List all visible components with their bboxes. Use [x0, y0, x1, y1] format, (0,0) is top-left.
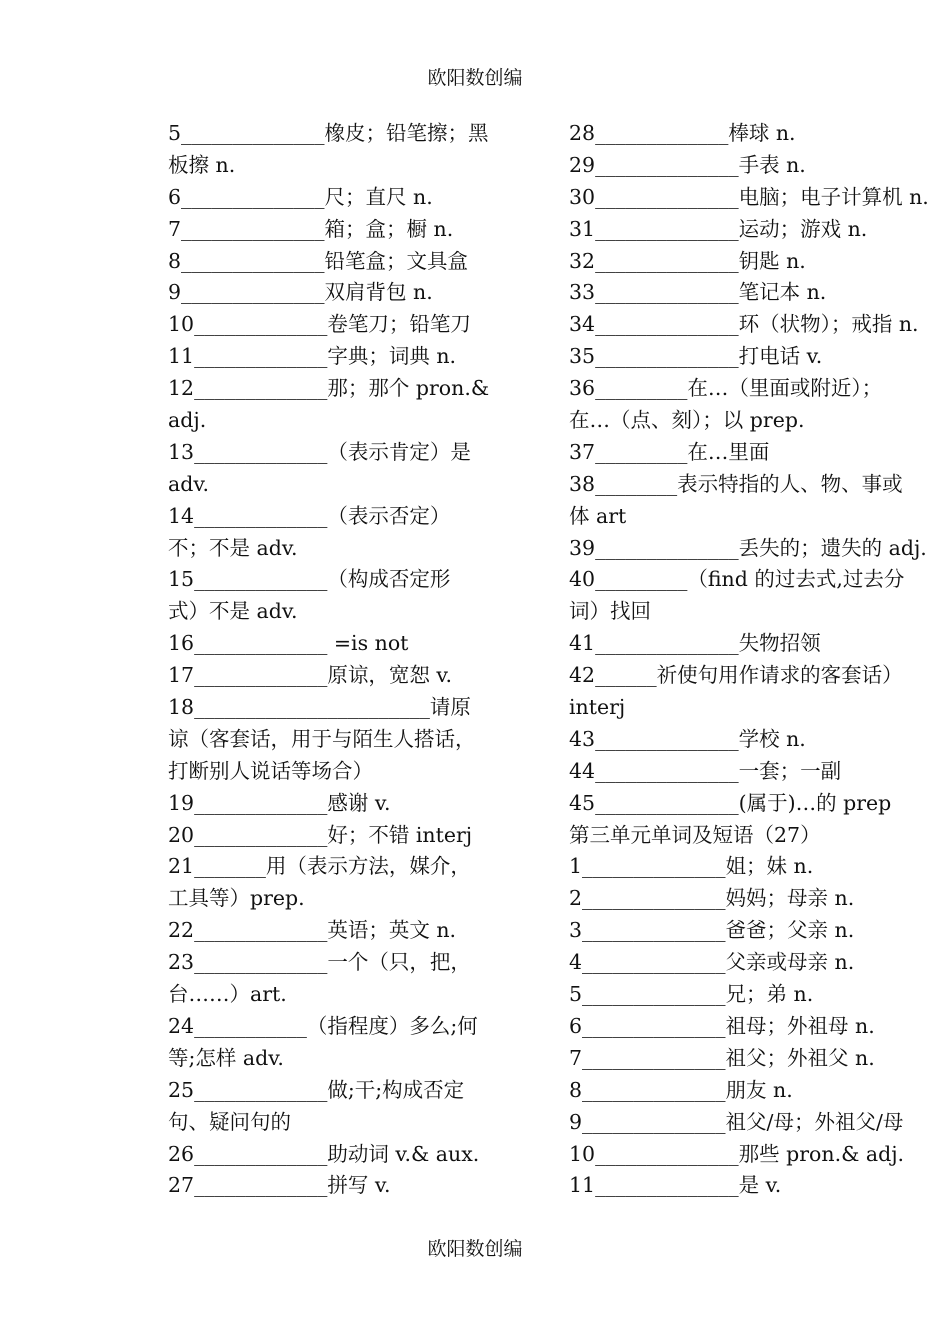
vocab-line: 45______________(属于)…的 prep [569, 790, 892, 815]
vocab-line: 11_____________字典；词典 n. [168, 344, 457, 369]
vocab-line: 8______________朋友 n. [569, 1077, 793, 1102]
vocab-line: 17_____________原谅，宽恕 v. [168, 663, 453, 688]
vocab-line: 台……）art. [168, 982, 287, 1007]
vocab-line: 26_____________助动词 v.& aux. [168, 1141, 480, 1166]
vocab-line: 31______________运动；游戏 n. [569, 216, 868, 241]
vocab-line: 8______________铅笔盒；文具盒 [168, 248, 469, 273]
page-footer: 欧阳数创编 [427, 1238, 523, 1260]
vocab-line: 36_________在…（里面或附近）； [569, 376, 883, 401]
vocab-line: 43______________学校 n. [569, 726, 806, 751]
vocab-line: 7______________祖父；外祖父 n. [569, 1045, 875, 1070]
vocab-line: 40_________（find 的过去式,过去分 [569, 567, 905, 592]
vocab-line: 28_____________棒球 n. [569, 121, 796, 145]
vocab-line: 谅（客套话，用于与陌生人搭话， [168, 726, 476, 751]
vocab-line: 工具等）prep. [168, 886, 305, 911]
vocab-line: 等;怎样 adv. [168, 1045, 284, 1070]
vocab-line: 11______________是 v. [569, 1173, 782, 1198]
vocab-line: 18_______________________请原 [168, 695, 471, 720]
vocab-line: 20_____________好；不错 interj [168, 822, 473, 847]
vocab-line: 25_____________做;干;构成否定 [168, 1077, 465, 1102]
vocab-line: adv. [168, 471, 210, 496]
vocab-line: 板擦 n. [168, 152, 236, 177]
vocab-line: 42______祈使句用作请求的客套话） [569, 663, 903, 688]
vocab-line: 24___________（指程度）多么;何 [168, 1013, 478, 1038]
vocab-line: 10_____________卷笔刀；铅笔刀 [168, 312, 471, 337]
vocab-line: 35______________打电话 v. [569, 344, 823, 369]
vocab-line: adj. [168, 408, 207, 433]
vocab-line: 第三单元单词及短语（27） [569, 822, 821, 847]
vocab-line: 44______________一套；一副 [569, 758, 842, 783]
vocab-line: 37_________在…里面 [569, 439, 770, 464]
vocab-line: 22_____________英语；英文 n. [168, 918, 457, 943]
vocab-line: 式）不是 adv. [168, 599, 298, 624]
vocab-line: 33______________笔记本 n. [569, 280, 827, 305]
vocab-line: 体 art [569, 503, 627, 528]
vocab-line: interj [569, 695, 626, 720]
vocab-line: 6______________尺；直尺 n. [168, 184, 433, 209]
vocab-line: 9______________双肩背包 n. [168, 280, 433, 305]
vocab-line: 23_____________一个（只，把， [168, 950, 471, 975]
vocab-line: 打断别人说话等场合） [168, 758, 373, 783]
vocab-line: 15_____________（构成否定形 [168, 567, 451, 592]
vocab-line: 13_____________（表示肯定）是 [168, 439, 471, 464]
vocab-line: 5______________橡皮；铅笔擦；黑 [168, 121, 489, 145]
vocab-line: 句、疑问句的 [168, 1109, 291, 1134]
vocab-line: 32______________钥匙 n. [569, 248, 806, 273]
vocab-line: 29______________手表 n. [569, 152, 806, 177]
vocab-line: 19_____________感谢 v. [168, 790, 391, 815]
page-header: 欧阳数创编 [427, 67, 523, 89]
vocab-line: 34______________环（状物）；戒指 n. [569, 312, 919, 337]
vocab-line: 3______________爸爸；父亲 n. [569, 918, 855, 943]
right-column [569, 118, 950, 1202]
vocab-line: 词）找回 [569, 599, 651, 624]
vocab-line: 2______________妈妈；母亲 n. [569, 886, 855, 911]
vocab-line: 在…（点、刻）；以 prep. [569, 408, 805, 433]
vocab-line: 27_____________拼写 v. [168, 1173, 391, 1198]
vocab-line: 16_____________ =is not [168, 631, 409, 656]
vocab-line: 5______________兄；弟 n. [569, 982, 814, 1007]
vocab-line: 7______________箱；盒；橱 n. [168, 216, 454, 241]
vocab-line: 6______________祖母；外祖母 n. [569, 1013, 875, 1038]
vocab-line: 不；不是 adv. [168, 535, 298, 560]
vocab-line: 21_______用（表示方法，媒介， [168, 854, 471, 879]
vocab-line: 10______________那些 pron.& adj. [569, 1141, 905, 1166]
vocab-line: 9______________祖父/母；外祖父/母 [569, 1109, 904, 1134]
vocab-line: 4______________父亲或母亲 n. [569, 950, 855, 975]
vocab-line: 38________表示特指的人、物、事或 [569, 471, 903, 496]
vocab-line: 30______________电脑；电子计算机 n. [569, 184, 929, 209]
vocab-line: 39______________丢失的；遗失的 adj. [569, 535, 927, 560]
vocab-line: 41______________失物招领 [569, 631, 821, 656]
vocab-line: 1______________姐；妹 n. [569, 854, 814, 879]
vocab-line: 14_____________（表示否定） [168, 503, 451, 528]
vocab-line: 12_____________那；那个 pron.& [168, 376, 490, 401]
left-column [168, 118, 530, 1202]
